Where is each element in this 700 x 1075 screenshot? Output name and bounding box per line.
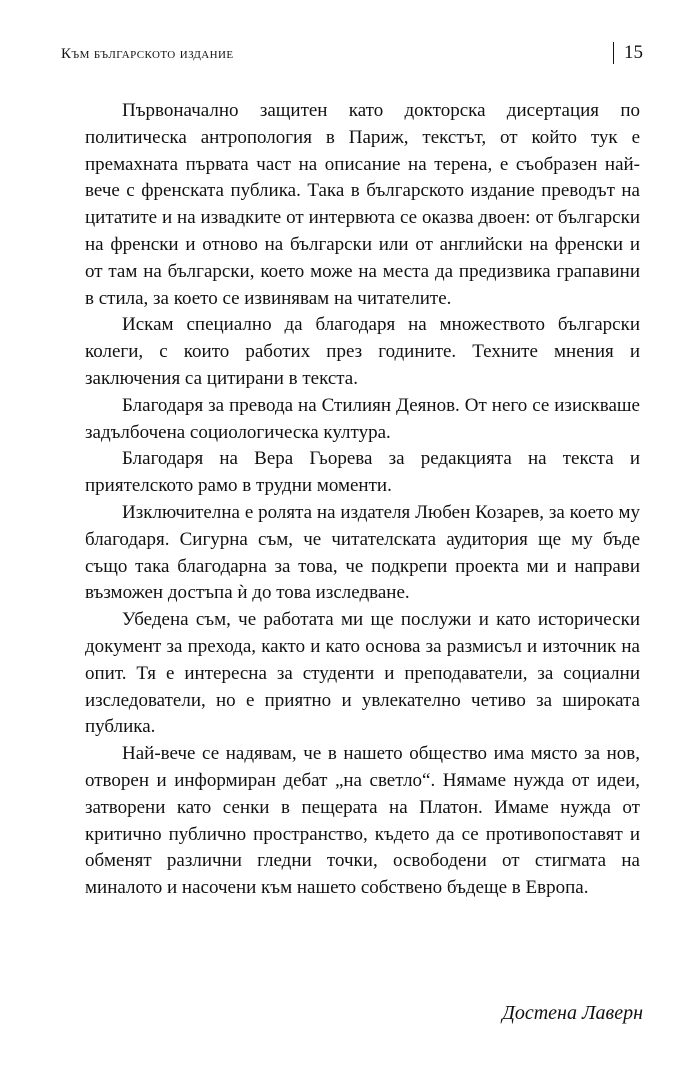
author-signature: Достена Лаверн (502, 1002, 643, 1024)
paragraph: Благодаря за превода на Стилиян Деянов. От него се изискваше задълбочена социологическа култура. (85, 394, 640, 443)
paragraph: Убедена съм, че работата ми ще послужи и като исторически документ за прехода, както и като основа за размисъл и източник на опит. Тя е интересна за студенти и преподаватели, за социални изследователи, но е приятно и увлекателно четиво за широката публика. (85, 609, 640, 738)
paragraph: Първоначално защитен като докторска дисертация по политическа антропология в Париж, текстът, от който тук е премахната първата част на описание на терена, е съобразен най-вече с френската публика. Така в българското издание преводът на цитатите и на извадките от интервюта се оказва двоен: от български на френски и отново на български или от английски на френски и от там на български, което може на места да предизвика грапавини в стила, за което се извинявам на читателите. (85, 100, 640, 309)
folio-rule (613, 42, 615, 64)
paragraph: Благодаря на Вера Гьорева за редакцията на текста и приятелското рамо в трудни моменти. (85, 448, 640, 497)
page-number-value: 15 (624, 42, 643, 63)
page-number (613, 42, 644, 64)
running-head: Към българското издание (61, 46, 234, 62)
paragraph: Най-вече се надявам, че в нашето общество има място за нов, отворен и информиран дебат „на светло“. Нямаме нужда от идеи, затворени като сенки в пещерата на Платон. Имаме нужда от критично публично пространство, където да се противопоставят и обменят различни гледни точки, освободени от стигмата на миналото и насочени към нашето собствено бъдеще в Европа. (85, 743, 640, 899)
body-text (85, 98, 640, 902)
paragraph: Искам специално да благодаря на множеството български колеги, с които работих през годините. Техните мнения и заключения са цитирани в текста. (85, 314, 640, 389)
paragraph: Изключителна е ролята на издателя Любен Козарев, за което му благодаря. Сигурна съм, че читателската аудитория ще му бъде също така благодарна за това, че подкрепи проекта ми и направи възможен достъпа ѝ до това изследване. (85, 501, 640, 604)
